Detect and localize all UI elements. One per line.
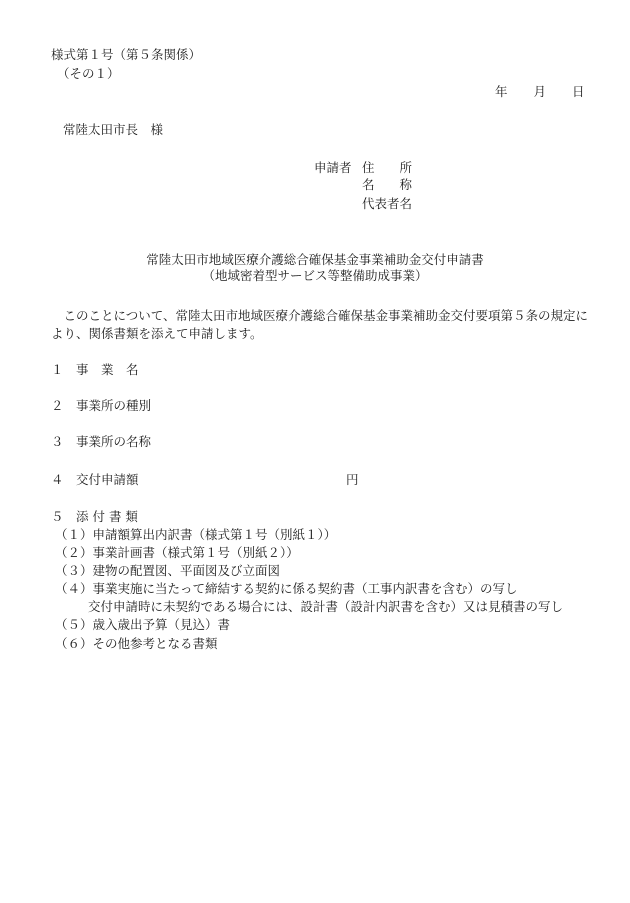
item-label: 添 付 書 類 xyxy=(76,509,138,524)
applicant-representative-label: 代表者名 xyxy=(362,196,413,211)
item-label: 事 業 名 xyxy=(76,362,139,377)
attachment-item: （３）建物の配置図、平面図及び立面図 xyxy=(55,563,281,578)
item-label: 交付申請額 xyxy=(76,472,139,487)
form-sub-number: （その１） xyxy=(57,66,120,81)
document-title: 常陸太田市地域医療介護総合確保基金事業補助金交付申請書 xyxy=(146,252,484,267)
item-number: ３ xyxy=(51,434,64,449)
attachment-item-note: 交付申請時に未契約である場合には、設計書（設計内訳書を含む）又は見積書の写し xyxy=(88,599,564,614)
attachment-item: （１）申請額算出内訳書（様式第１号（別紙１）） xyxy=(55,527,337,542)
applicant-name-label: 名 称 xyxy=(362,177,413,192)
item-facility-type xyxy=(51,400,151,413)
item-label: 事業所の種別 xyxy=(76,398,152,413)
item-number: １ xyxy=(51,362,64,377)
item-number: ２ xyxy=(51,398,64,413)
item-facility-name xyxy=(51,436,151,449)
attachment-item: （５）歳入歳出予算（見込）書 xyxy=(55,617,231,632)
addressee: 常陸太田市長 様 xyxy=(63,122,164,137)
document-subtitle: （地域密着型サービス等整備助成事業） xyxy=(202,268,428,283)
yen-unit: 円 xyxy=(346,472,359,487)
item-label: 事業所の名称 xyxy=(76,434,152,449)
item-project-name xyxy=(51,364,139,377)
applicant-address-label: 住 所 xyxy=(362,160,413,175)
applicant-label: 申請者 xyxy=(314,160,352,175)
attachment-item: （２）事業計画書（様式第１号（別紙２）） xyxy=(55,545,299,560)
date-line xyxy=(495,86,585,99)
item-number: ５ xyxy=(51,509,64,524)
form-number: 様式第１号（第５条関係） xyxy=(51,47,202,62)
date-month: 月 xyxy=(533,84,547,99)
attachment-item: （６）その他参考となる書類 xyxy=(55,636,218,651)
item-requested-amount xyxy=(51,474,139,487)
date-year: 年 xyxy=(495,84,508,99)
body-paragraph: このことについて、常陸太田市地域医療介護総合確保基金事業補助金交付要項第５条の規定により、関係書類を添えて申請します。 xyxy=(51,308,589,341)
item-number: ４ xyxy=(51,472,64,487)
attachment-item: （４）事業実施に当たって締結する契約に係る契約書（工事内訳書を含む）の写し xyxy=(55,581,518,596)
item-attachments xyxy=(51,511,138,524)
date-day: 日 xyxy=(572,84,585,99)
